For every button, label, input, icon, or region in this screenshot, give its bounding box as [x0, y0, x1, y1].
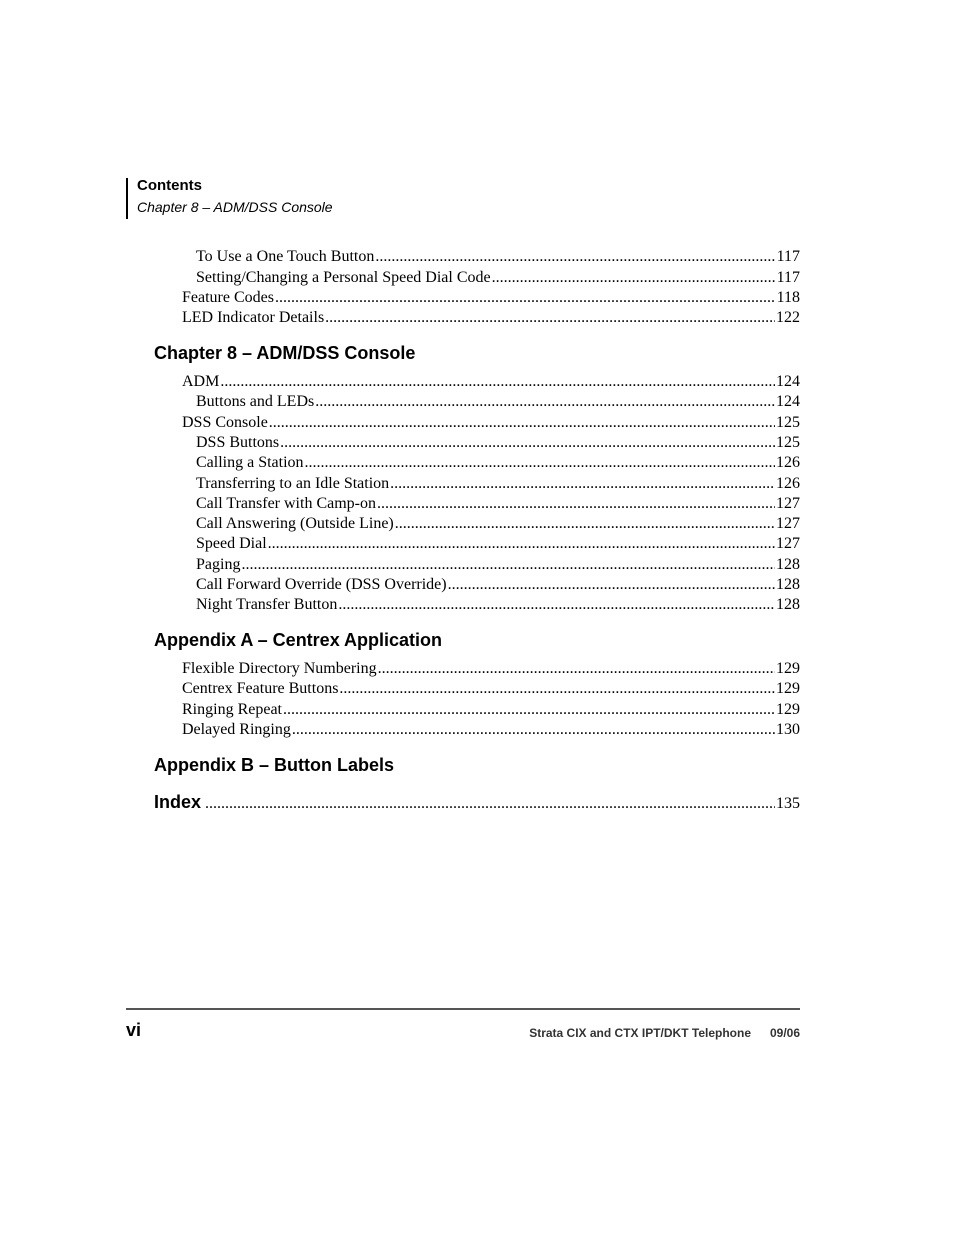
dot-leader — [338, 595, 775, 615]
toc-entry-page: 129 — [776, 680, 800, 697]
toc-entry-page: 127 — [776, 515, 800, 532]
toc-entry-label: DSS Console — [182, 414, 268, 431]
toc-entry-page: 126 — [776, 454, 800, 471]
toc-entry[interactable] — [182, 288, 800, 308]
appendix-heading[interactable]: Appendix B – Button Labels — [154, 755, 395, 775]
toc-entry[interactable] — [182, 308, 800, 328]
dot-leader — [375, 247, 775, 267]
toc-entry[interactable] — [182, 700, 800, 720]
toc-entry[interactable] — [196, 392, 800, 412]
toc-entry-label: Delayed Ringing — [182, 721, 291, 738]
toc-entry-page: 135 — [776, 795, 800, 812]
toc-entry-label: Transferring to an Idle Station — [196, 475, 390, 492]
toc-entry-label: ADM — [182, 373, 220, 390]
toc-entry-page: 127 — [776, 535, 800, 552]
dot-leader — [268, 534, 775, 554]
running-header-title: Contents — [137, 177, 202, 194]
toc-entry-index[interactable] — [154, 792, 800, 814]
dot-leader — [269, 413, 775, 433]
dot-leader — [305, 453, 775, 473]
dot-leader — [283, 700, 775, 720]
dot-leader — [492, 268, 776, 288]
toc-entry-label: Ringing Repeat — [182, 701, 282, 718]
toc-entry[interactable] — [182, 659, 800, 679]
toc-entry-page: 125 — [776, 434, 800, 451]
toc-entry-label: Paging — [196, 556, 241, 573]
toc-entry[interactable] — [196, 474, 800, 494]
dot-leader — [220, 372, 775, 392]
chapter-heading[interactable]: Chapter 8 – ADM/DSS Console — [154, 343, 416, 363]
toc-entry-label: Centrex Feature Buttons — [182, 680, 339, 697]
toc-entry-page: 128 — [776, 576, 800, 593]
dot-leader — [275, 288, 776, 308]
dot-leader — [448, 575, 775, 595]
footer-document-title: Strata CIX and CTX IPT/DKT Telephone — [529, 1026, 751, 1040]
toc-entry-page: 124 — [776, 373, 800, 390]
dot-leader — [378, 659, 775, 679]
toc-entry[interactable] — [182, 372, 800, 392]
toc-entry[interactable] — [196, 534, 800, 554]
toc-entry[interactable] — [196, 494, 800, 514]
dot-leader — [395, 514, 775, 534]
toc-entry[interactable] — [196, 247, 800, 267]
toc-entry[interactable] — [196, 555, 800, 575]
toc-entry-label: Calling a Station — [196, 454, 304, 471]
running-header-subtitle: Chapter 8 – ADM/DSS Console — [137, 199, 333, 215]
toc-entry-label: DSS Buttons — [196, 434, 280, 451]
dot-leader — [241, 555, 775, 575]
toc-entry-label: Call Answering (Outside Line) — [196, 515, 394, 532]
toc-entry[interactable] — [196, 514, 800, 534]
toc-entry-label: Call Transfer with Camp-on — [196, 495, 376, 512]
toc-entry-page: 128 — [776, 556, 800, 573]
toc-entry[interactable] — [182, 720, 800, 740]
toc-entry-page: 128 — [776, 596, 800, 613]
toc-entry-label: Call Forward Override (DSS Override) — [196, 576, 447, 593]
toc-entry-page: 129 — [776, 660, 800, 677]
header-rule — [126, 178, 128, 219]
toc-entry-page: 118 — [776, 289, 800, 306]
toc-entry-label: LED Indicator Details — [182, 309, 325, 326]
toc-entry-page: 126 — [776, 475, 800, 492]
dot-leader — [325, 308, 775, 328]
toc-entry[interactable] — [196, 595, 800, 615]
toc-entry[interactable] — [196, 453, 800, 473]
toc-entry-label: Flexible Directory Numbering — [182, 660, 377, 677]
dot-leader — [390, 474, 775, 494]
toc-entry-page: 127 — [776, 495, 800, 512]
toc-entry-page: 125 — [776, 414, 800, 431]
toc-entry[interactable] — [196, 433, 800, 453]
toc-entry-page: 129 — [776, 701, 800, 718]
toc-entry-label: To Use a One Touch Button — [196, 248, 375, 265]
toc-entry[interactable] — [182, 413, 800, 433]
footer-rule — [126, 1008, 800, 1010]
toc-entry-page: 122 — [776, 309, 800, 326]
footer-page-number: vi — [126, 1020, 142, 1040]
toc-entry-page: 117 — [776, 269, 800, 286]
dot-leader — [377, 494, 775, 514]
toc-entry[interactable] — [196, 268, 800, 288]
toc-entry-page: 130 — [776, 721, 800, 738]
appendix-heading[interactable]: Appendix A – Centrex Application — [154, 630, 443, 650]
dot-leader — [280, 433, 775, 453]
index-heading: Index — [154, 792, 202, 812]
dot-leader — [315, 392, 775, 412]
toc-entry[interactable] — [182, 679, 800, 699]
dot-leader — [339, 679, 775, 699]
footer-date: 09/06 — [769, 1026, 800, 1040]
toc-entry-label: Buttons and LEDs — [196, 393, 315, 410]
toc-entry-label: Night Transfer Button — [196, 596, 338, 613]
toc-entry[interactable] — [196, 575, 800, 595]
toc-entry-label: Setting/Changing a Personal Speed Dial Code — [196, 269, 491, 286]
toc-entry-page: 124 — [776, 393, 800, 410]
toc-entry-label: Feature Codes — [182, 289, 274, 306]
dot-leader — [292, 720, 775, 740]
toc-entry-label: Speed Dial — [196, 535, 267, 552]
toc-entry-page: 117 — [776, 248, 800, 265]
dot-leader — [205, 795, 775, 813]
